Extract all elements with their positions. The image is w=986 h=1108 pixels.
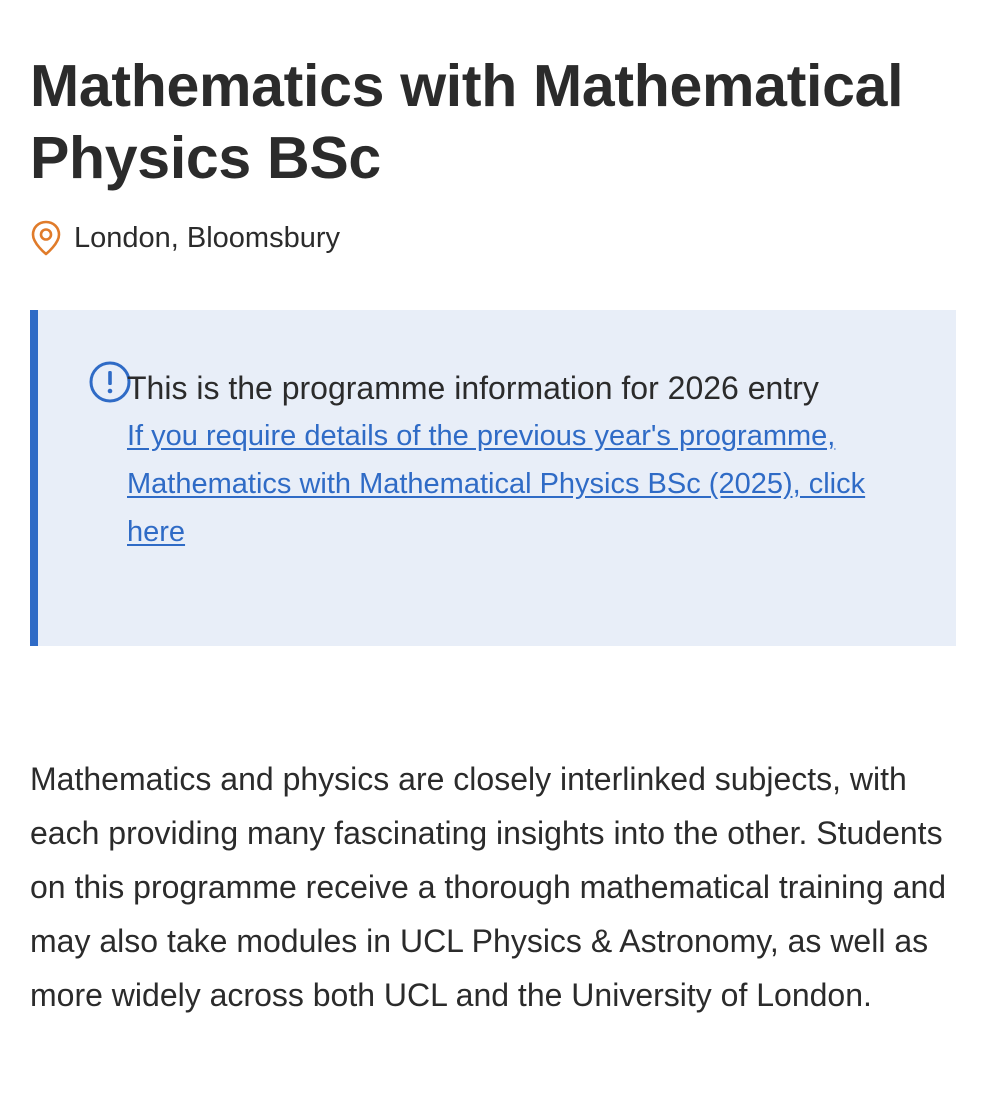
notice-heading: This is the programme information for 2026 entry [127,370,819,406]
info-icon [88,360,132,404]
notice-body [127,364,907,556]
entry-year-notice [30,310,956,646]
previous-year-programme-link[interactable]: If you require details of the previous year's programme, Mathematics with Mathematical Physics BSc (2025), click here [127,420,866,548]
location-text: London, Bloomsbury [74,222,340,254]
map-pin-icon [30,218,64,258]
page-title: Mathematics with Mathematical Physics BSc [30,53,904,191]
programme-intro: Mathematics and physics are closely interlinked subjects, with each providing many fascinating insights into the other. Students on this programme receive a thorough mathematical training and may also take modules in UCL Physics & Astronomy, as well as more widely across both UCL and the University of London. [30,761,947,1013]
location-row [30,218,340,258]
